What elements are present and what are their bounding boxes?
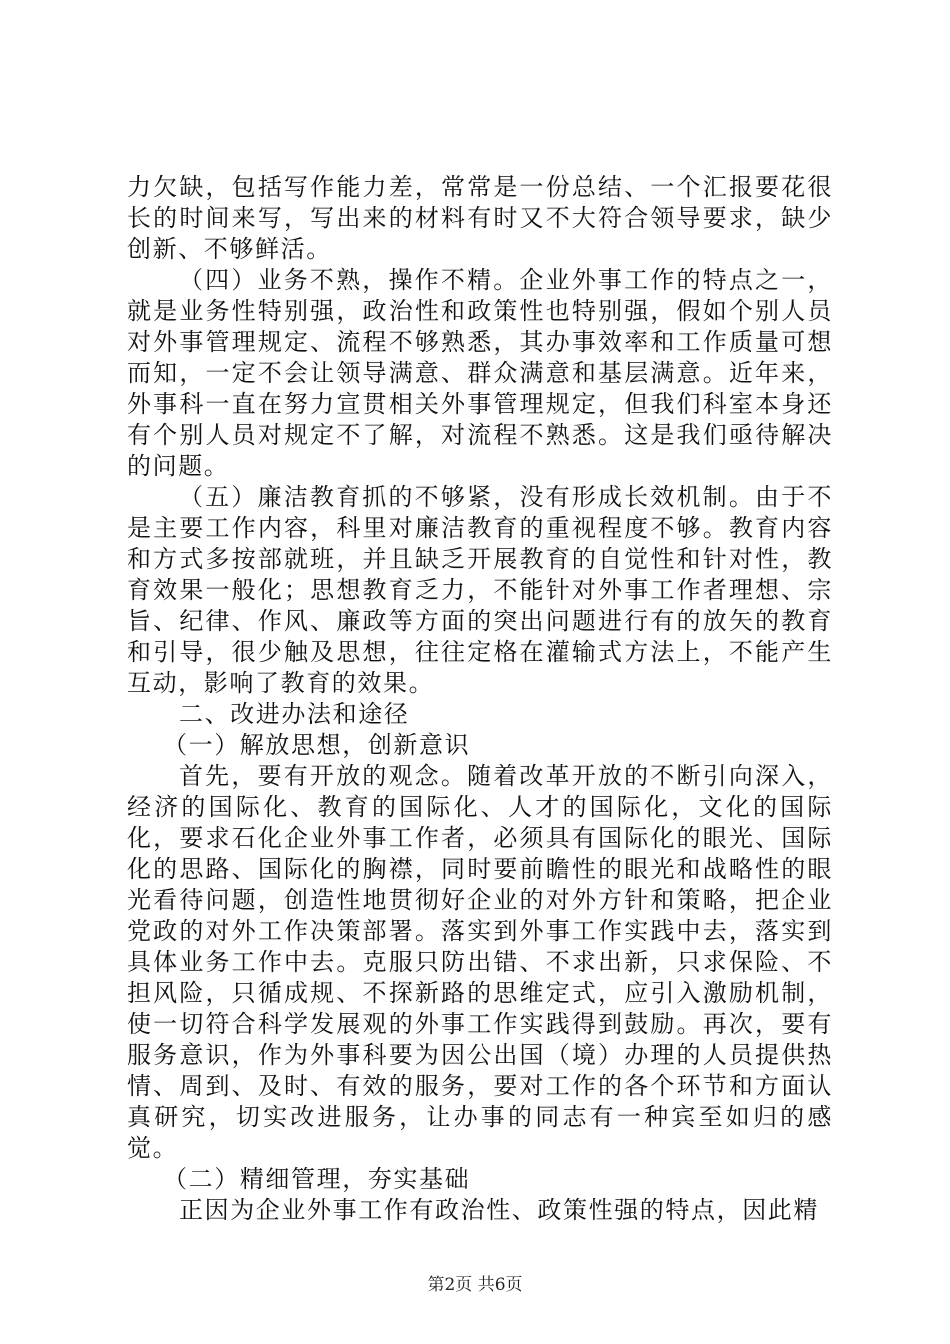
page-number-footer: 第2页 共6页: [427, 1275, 523, 1295]
paragraph-fine-management: 正因为企业外事工作有政治性、政策性强的特点，因此精: [179, 1196, 819, 1224]
document-body: [127, 172, 833, 1226]
paragraph-section-5: （五）廉洁教育抓的不够紧，没有形成长效机制。由于不是主要工作内容，科里对廉洁教育的重视程度不够。教育内容和方式多按部就班，并且缺乏开展教育的自觉性和针对性，教育效果一般化；思想教育乏力，不能针对外事工作者理想、宗旨、纪律、作风、廉政等方面的突出问题进行有的放矢的教育和引导，很少触及思想，往往定格在灌输式方法上，不能产生互动，影响了教育的效果。: [127, 483, 833, 697]
paragraph-section-4: （四）业务不熟，操作不精。企业外事工作的特点之一，就是业务性特别强，政治性和政策性也特别强，假如个别人员对外事管理规定、流程不够熟悉，其办事效率和工作质量可想而知，一定不会让领导满意、群众满意和基层满意。近年来，外事科一直在努力宣贯相关外事管理规定，但我们科室本身还有个别人员对规定不了解，对流程不熟悉。这是我们亟待解决的问题。: [127, 266, 833, 480]
subheading-fine-management: （二）精细管理，夯实基础: [163, 1165, 471, 1193]
heading-improvement-methods: 二、改进办法和途径: [179, 700, 410, 728]
paragraph-continuation: 力欠缺，包括写作能力差，常常是一份总结、一个汇报要花很长的时间来写，写出来的材料有时又不大符合领导要求，缺少创新、不够鲜活。: [127, 173, 833, 263]
subheading-emancipate-mind: （一）解放思想，创新意识: [163, 731, 471, 759]
paragraph-open-concept: 首先，要有开放的观念。随着改革开放的不断引向深入，经济的国际化、教育的国际化、人才的国际化，文化的国际化，要求石化企业外事工作者，必须具有国际化的眼光、国际化的思路、国际化的胸襟，同时要前瞻性的眼光和战略性的眼光看待问题，创造性地贯彻好企业的对外方针和策略，把企业党政的对外工作决策部署。落实到外事工作实践中去，落实到具体业务工作中去。克服只防出错、不求出新，只求保险、不担风险，只循成规、不探新路的思维定式，应引入激励机制，使一切符合科学发展观的外事工作实践得到鼓励。再次，要有服务意识，作为外事科要为因公出国（境）办理的人员提供热情、周到、及时、有效的服务，要对工作的各个环节和方面认真研究，切实改进服务，让办事的同志有一种宾至如归的感觉。: [127, 762, 833, 1162]
